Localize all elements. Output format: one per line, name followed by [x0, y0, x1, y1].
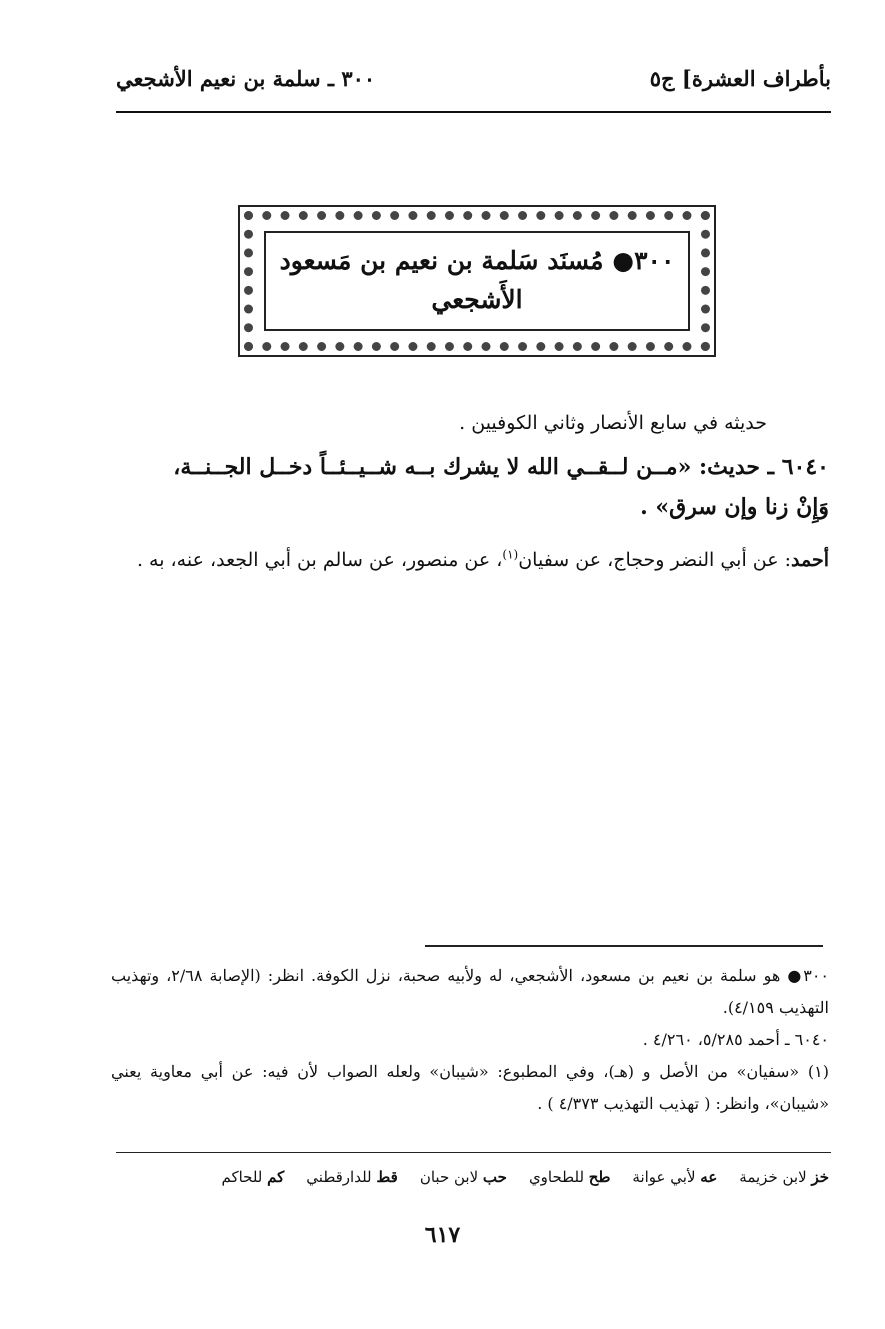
section-title-box — [264, 231, 690, 331]
isnad-text-2: ، عن منصور، عن سالم بن أبي الجعد، عنه، به . — [136, 549, 503, 571]
isnad-author: أحمد — [791, 549, 829, 571]
intro-paragraph: حديثه في سابع الأنصار وثاني الكوفيين . — [459, 412, 767, 434]
page-number: ٦١٧ — [424, 1222, 461, 1248]
abbreviation-item — [420, 1168, 507, 1186]
section-title-line-1: ٣٠٠● مُسنَد سَلمة بن نعيم بن مَسعود — [279, 246, 675, 276]
header-section-title: ٣٠٠ ـ سلمة بن نعيم الأشجعي — [116, 66, 376, 91]
footnote-divider — [425, 945, 823, 947]
footnote-reference: (١) — [502, 547, 519, 562]
abbreviation-label: لابن خزيمة — [739, 1168, 807, 1186]
hadith-line-1: ٦٠٤٠ ـ حديث: «مــن لــقــي الله لا يشرك بــه شــيــئــاً دخــل الجــنــة، — [173, 454, 829, 480]
section-title-frame — [238, 205, 716, 357]
abbreviation-code: عه — [700, 1168, 718, 1186]
abbreviation-item — [632, 1168, 717, 1186]
isnad-paragraph — [111, 543, 829, 578]
header-book-title: بأطراف العشرة] ج٥ — [649, 66, 831, 91]
footnotes — [111, 960, 829, 1120]
running-header — [116, 66, 831, 106]
hadith-entry — [111, 448, 829, 527]
section-title — [280, 242, 675, 320]
abbreviation-item — [739, 1168, 829, 1186]
isnad-text-1: : عن أبي النضر وحجاج، عن سفيان — [518, 549, 792, 571]
abbreviation-label: للطحاوي — [528, 1168, 585, 1186]
abbreviation-label: للدارقطني — [306, 1168, 372, 1186]
abbreviation-item — [529, 1168, 610, 1186]
abbreviation-label: للحاكم — [221, 1168, 263, 1186]
abbreviation-code: خز — [811, 1168, 829, 1186]
abbreviation-code: حب — [482, 1168, 507, 1186]
hadith-line-2: وَإِنْ زنا وإن سرق» . — [640, 493, 829, 520]
header-divider — [116, 111, 831, 113]
abbreviation-code: طح — [588, 1168, 611, 1186]
footnote-3: (١) «سفيان» من الأصل و (هـ)، وفي المطبوع: «شيبان» ولعله الصواب لأن فيه: عن أبي معاوية يعني «شيبان»، وانظر: ( تهذيب التهذيب ٤/٣٧٣ ) . — [111, 1062, 829, 1113]
bottom-divider — [116, 1152, 831, 1153]
section-title-line-2: الأَشجعي — [431, 285, 523, 314]
abbreviation-item — [306, 1168, 398, 1186]
abbreviation-item — [221, 1168, 284, 1186]
abbreviation-code: كم — [267, 1168, 285, 1186]
abbreviation-code: قط — [376, 1168, 398, 1186]
footnote-1: ٣٠٠● هو سلمة بن نعيم بن مسعود، الأشجعي، له ولأبيه صحبة، نزل الكوفة. انظر: (الإصابة ٢/٦٨، وتهذيب التهذيب ٤/١٥٩). — [111, 966, 829, 1017]
abbreviation-label: لأبي عوانة — [632, 1168, 696, 1186]
footnote-2: ٦٠٤٠ ـ أحمد ٥/٢٨٥، ٤/٢٦٠ . — [642, 1030, 829, 1049]
abbreviation-key — [111, 1168, 829, 1186]
abbreviation-label: لابن حبان — [419, 1168, 479, 1186]
